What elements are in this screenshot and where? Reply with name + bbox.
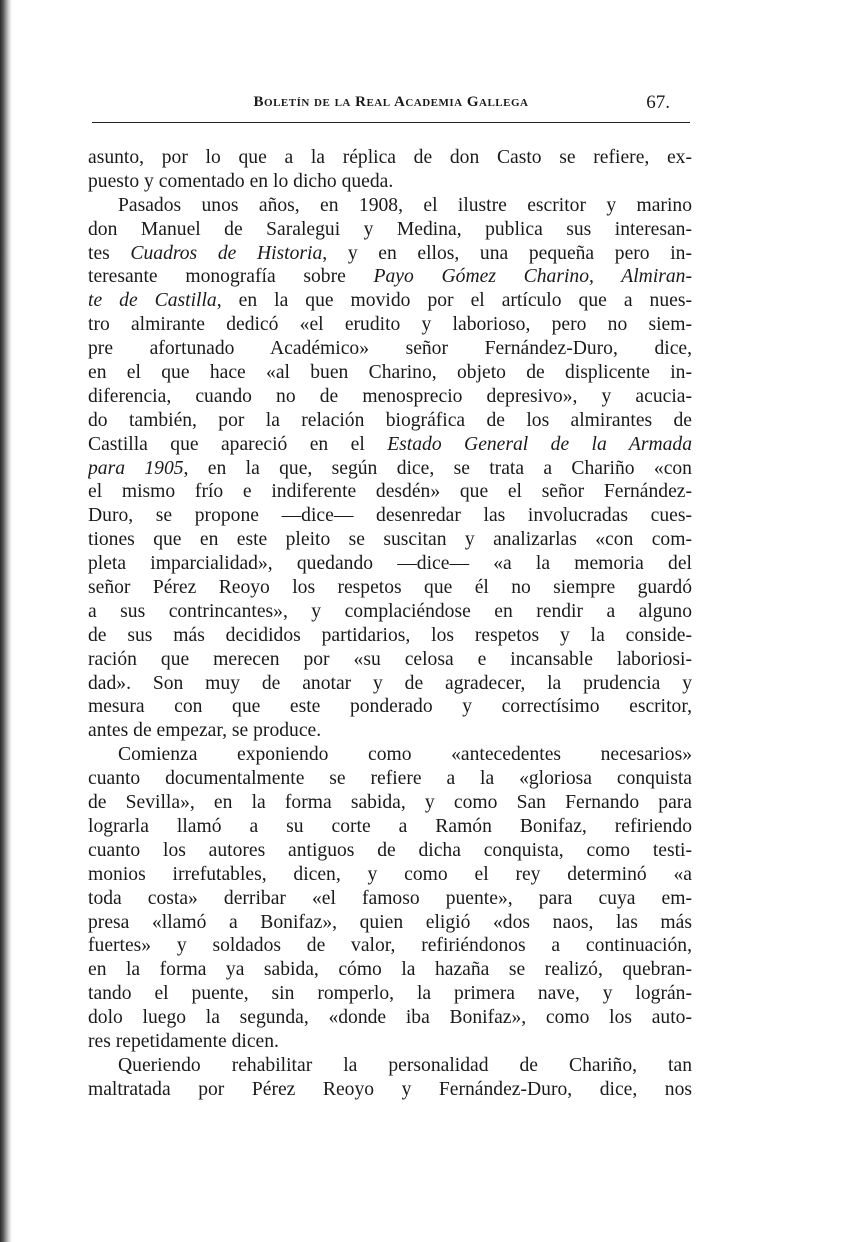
page-binding-edge: [0, 0, 12, 1242]
text-line: diferencia, cuando no de menosprecio depresivo», y acucia-: [88, 385, 692, 407]
text-line: en el que hace «al buen Charino, objeto de displicente in-: [88, 362, 692, 384]
text-line: monios irrefutables, dicen, y como el rey determinó «a: [88, 863, 692, 885]
text-line: puesto y comentado en lo dicho queda.: [88, 170, 394, 192]
text-line: Duro, se propone —dice— desenredar las involucradas cues-: [88, 505, 692, 527]
text-line: tro almirante dedicó «el erudito y laborioso, pero no siem-: [88, 314, 692, 336]
text-line: tando el puente, sin romperlo, la primera nave, y lográn-: [88, 983, 692, 1005]
text-line: pleta imparcialidad», quedando —dice— «a la memoria del: [88, 553, 692, 575]
text-line: señor Pérez Reoyo los respetos que él no siempre guardó: [88, 577, 692, 599]
text-line: de Sevilla», en la forma sabida, y como San Fernando para: [88, 792, 692, 814]
text-line: fuertes» y soldados de valor, refiriéndonos a continuación,: [88, 935, 692, 957]
text-line: el mismo frío e indiferente desdén» que el señor Fernández-: [88, 481, 692, 503]
running-title: Boletín de la Real Academia Gallega: [253, 94, 529, 110]
text-line: de sus más decididos partidarios, los respetos y la conside-: [88, 624, 692, 646]
text-line: cuanto documentalmente se refiere a la «gloriosa conquista: [88, 768, 692, 790]
text-line: cuanto los autores antiguos de dicha conquista, como testi-: [88, 839, 692, 861]
text-line: don Manuel de Saralegui y Medina, publica sus interesan-: [88, 218, 692, 240]
text-line: Queriendo rehabilitar la personalidad de Chariño, tan: [118, 1054, 692, 1076]
text-line: tiones que en este pleito se suscitan y analizarlas «con com-: [88, 529, 692, 551]
text-line: presa «llamó a Bonifaz», quien eligió «dos naos, las más: [88, 911, 692, 933]
text-line: maltratada por Pérez Reoyo y Fernández-Duro, dice, nos: [88, 1078, 692, 1100]
body-text: [88, 146, 692, 1102]
text-line: Castilla que apareció en el Estado General de la Armada: [88, 433, 692, 455]
page-number: 67.: [646, 92, 670, 113]
text-line: tes Cuadros de Historia, y en ellos, una pequeña pero in-: [88, 242, 692, 264]
text-line: toda costa» derribar «el famoso puente», para cuya em-: [88, 887, 692, 909]
text-line: res repetidamente dicen.: [88, 1030, 279, 1052]
text-line: te de Castilla, en la que movido por el artículo que a nues-: [88, 290, 692, 312]
page-header: [92, 92, 690, 123]
text-line: ración que merecen por «su celosa e incansable laboriosi-: [88, 648, 692, 670]
text-line: en la forma ya sabida, cómo la hazaña se realizó, quebran-: [88, 959, 692, 981]
text-line: a sus contrincantes», y complaciéndose en rendir a alguno: [88, 600, 692, 622]
text-line: do también, por la relación biográfica de los almirantes de: [88, 409, 692, 431]
text-line: dolo luego la segunda, «donde iba Bonifaz», como los auto-: [88, 1007, 692, 1029]
text-line: Pasados unos años, en 1908, el ilustre escritor y marino: [118, 194, 692, 216]
text-line: dad». Son muy de anotar y de agradecer, la prudencia y: [88, 672, 692, 694]
text-line: mesura con que este ponderado y correctísimo escritor,: [88, 696, 692, 718]
text-line: Comienza exponiendo como «antecedentes necesarios»: [118, 744, 692, 766]
text-line: asunto, por lo que a la réplica de don Casto se refiere, ex-: [88, 147, 692, 168]
text-line: antes de empezar, se produce.: [88, 720, 322, 742]
text-line: para 1905, en la que, según dice, se trata a Chariño «con: [88, 457, 692, 479]
text-line: lograrla llamó a su corte a Ramón Bonifaz, refiriendo: [88, 815, 692, 837]
text-line: pre afortunado Académico» señor Fernández-Duro, dice,: [88, 338, 692, 360]
text-line: teresante monografía sobre Payo Gómez Charino, Almiran-: [88, 266, 692, 288]
